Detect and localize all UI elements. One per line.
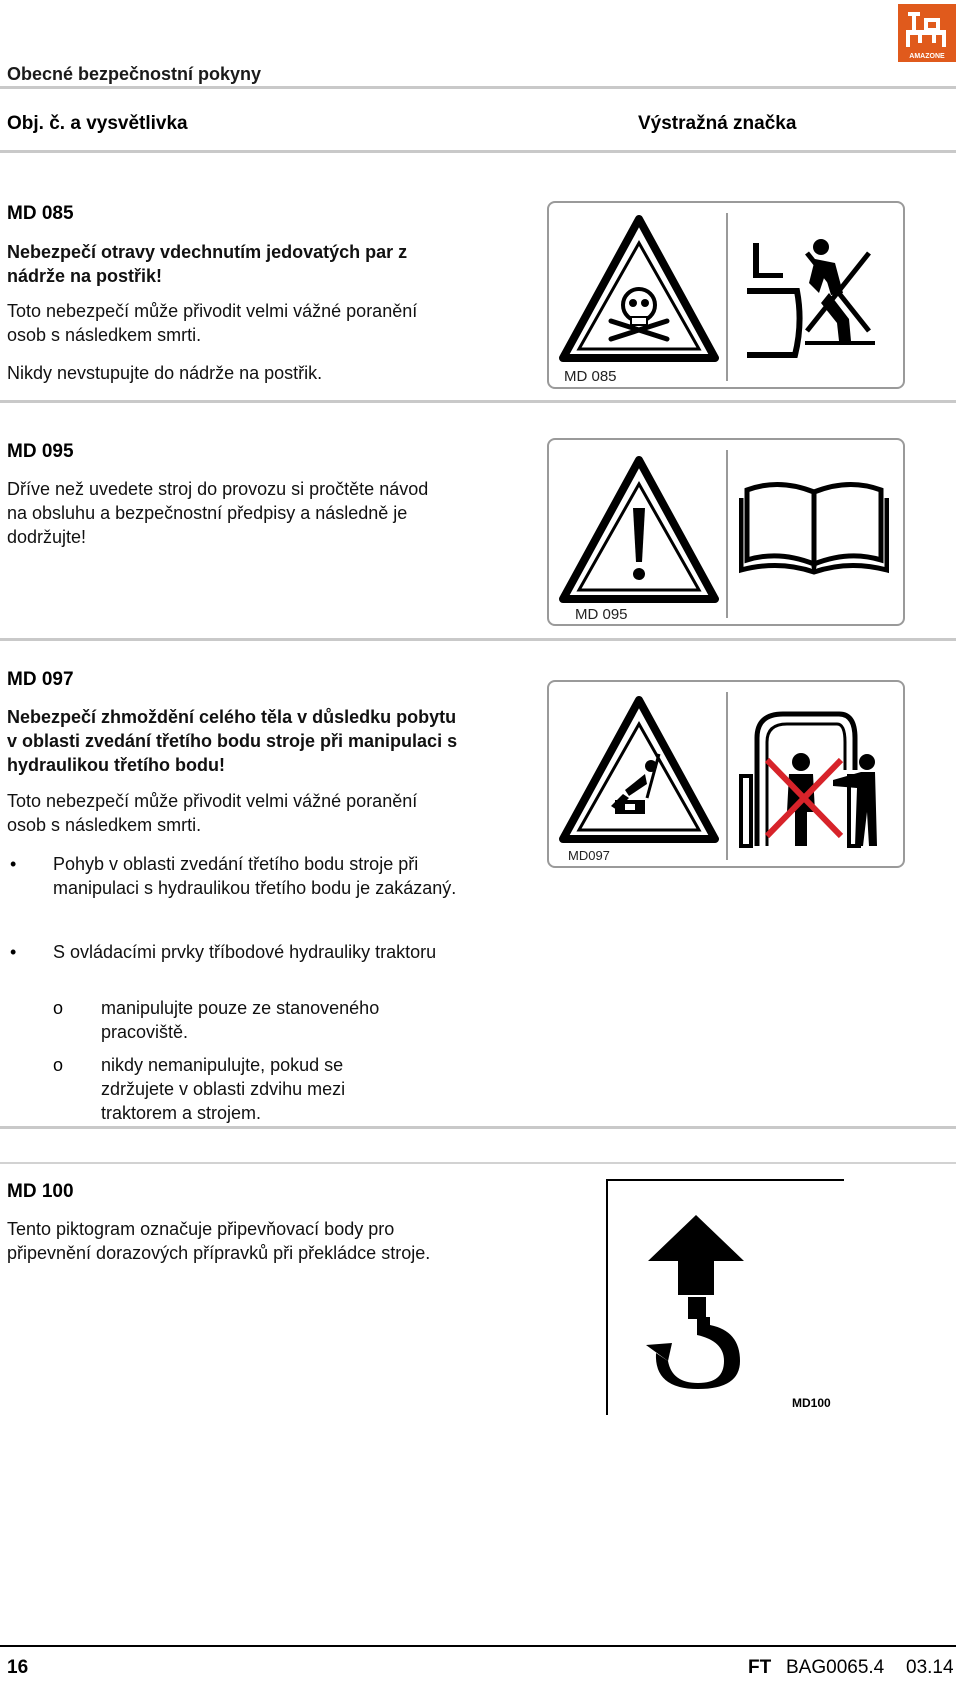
sign-frame-line	[606, 1179, 844, 1181]
sign-code: MD 100	[7, 1181, 74, 1202]
skull-warning-icon	[559, 213, 719, 363]
sign-panel-divider	[726, 450, 728, 618]
sign-warning: Nebezpečí zhmoždění celého těla v důsledku pobytu v oblasti zvedání třetího bodu stroje při manipulaci s hydraulikou třetího bodu!	[7, 707, 458, 775]
subbullet-icon: ο	[53, 998, 64, 1018]
sign-text: Toto nebezpečí může přivodit velmi vážné poranění osob s následkem smrti.	[7, 301, 418, 345]
sign-panel-divider	[726, 692, 728, 860]
sign-label: MD097	[565, 848, 613, 863]
no-entry-tank-icon	[739, 223, 889, 368]
footer-divider	[0, 1645, 956, 1647]
amazone-logo	[898, 4, 956, 62]
sign-code: MD 095	[7, 441, 74, 462]
list-item: S ovládacími prvky tříbodové hydrauliky traktoru	[53, 942, 437, 962]
header-divider	[0, 86, 956, 89]
sign-text: Tento piktogram označuje připevňovací body pro připevnění dorazových přípravků při překládce stroje.	[7, 1219, 431, 1263]
footer-date: 03.14	[906, 1657, 954, 1678]
sub-list-item: nikdy nemanipulujte, pokud se zdržujete v oblasti zdvihu mezi traktorem a strojem.	[101, 1055, 346, 1123]
row-divider	[0, 1126, 956, 1129]
footer-doc-prefix: FT	[748, 1657, 772, 1678]
lifting-hook-icon	[626, 1213, 766, 1389]
sign-code: MD 085	[7, 203, 74, 224]
bullet-icon: •	[10, 854, 17, 874]
sign-md095	[547, 438, 905, 626]
sign-panel-divider	[726, 213, 728, 381]
sign-code: MD 097	[7, 669, 74, 690]
page-number: 16	[7, 1657, 29, 1678]
column-header-left: Obj. č. a vysvětlivka	[7, 113, 188, 134]
column-header-right: Výstražná značka	[638, 113, 797, 134]
row-divider	[0, 638, 956, 641]
sub-list-item: manipulujte pouze ze stanoveného pracoviště.	[101, 998, 380, 1042]
row-divider	[0, 400, 956, 403]
table-header-divider	[0, 150, 956, 153]
section-title: Obecné bezpečnostní pokyny	[7, 64, 262, 84]
list-item: Pohyb v oblasti zvedání třetího bodu stroje při manipulaci s hydraulikou třetího bodu je zakázaný.	[53, 854, 457, 898]
footer-doc-id: BAG0065.4	[786, 1657, 885, 1678]
crush-warning-icon	[559, 694, 719, 844]
sign-md097	[547, 680, 905, 868]
sign-label: MD100	[792, 1396, 831, 1410]
row-divider	[0, 1162, 956, 1164]
sign-md085	[547, 201, 905, 389]
sign-text: Nikdy nevstupujte do nádrže na postřik.	[7, 363, 323, 383]
sign-text: Dříve než uvedete stroj do provozu si pročtěte návod na obsluhu a bezpečnostní předpisy a následně je dodržujte!	[7, 479, 429, 547]
bullet-icon: •	[10, 942, 17, 962]
no-person-tractor-icon	[737, 696, 893, 854]
sign-label: MD 095	[572, 606, 631, 623]
sign-text: Toto nebezpečí může přivodit velmi vážné poranění osob s následkem smrti.	[7, 791, 418, 835]
sign-label: MD 085	[561, 368, 620, 385]
sign-frame-line	[606, 1179, 608, 1415]
subbullet-icon: ο	[53, 1055, 64, 1075]
sign-md100	[606, 1179, 844, 1415]
exclamation-warning-icon	[559, 454, 719, 604]
logo-text: AMAZONE	[909, 53, 945, 60]
sign-warning: Nebezpečí otravy vdechnutím jedovatých par z nádrže na postřik!	[7, 242, 408, 286]
book-icon	[739, 476, 889, 576]
